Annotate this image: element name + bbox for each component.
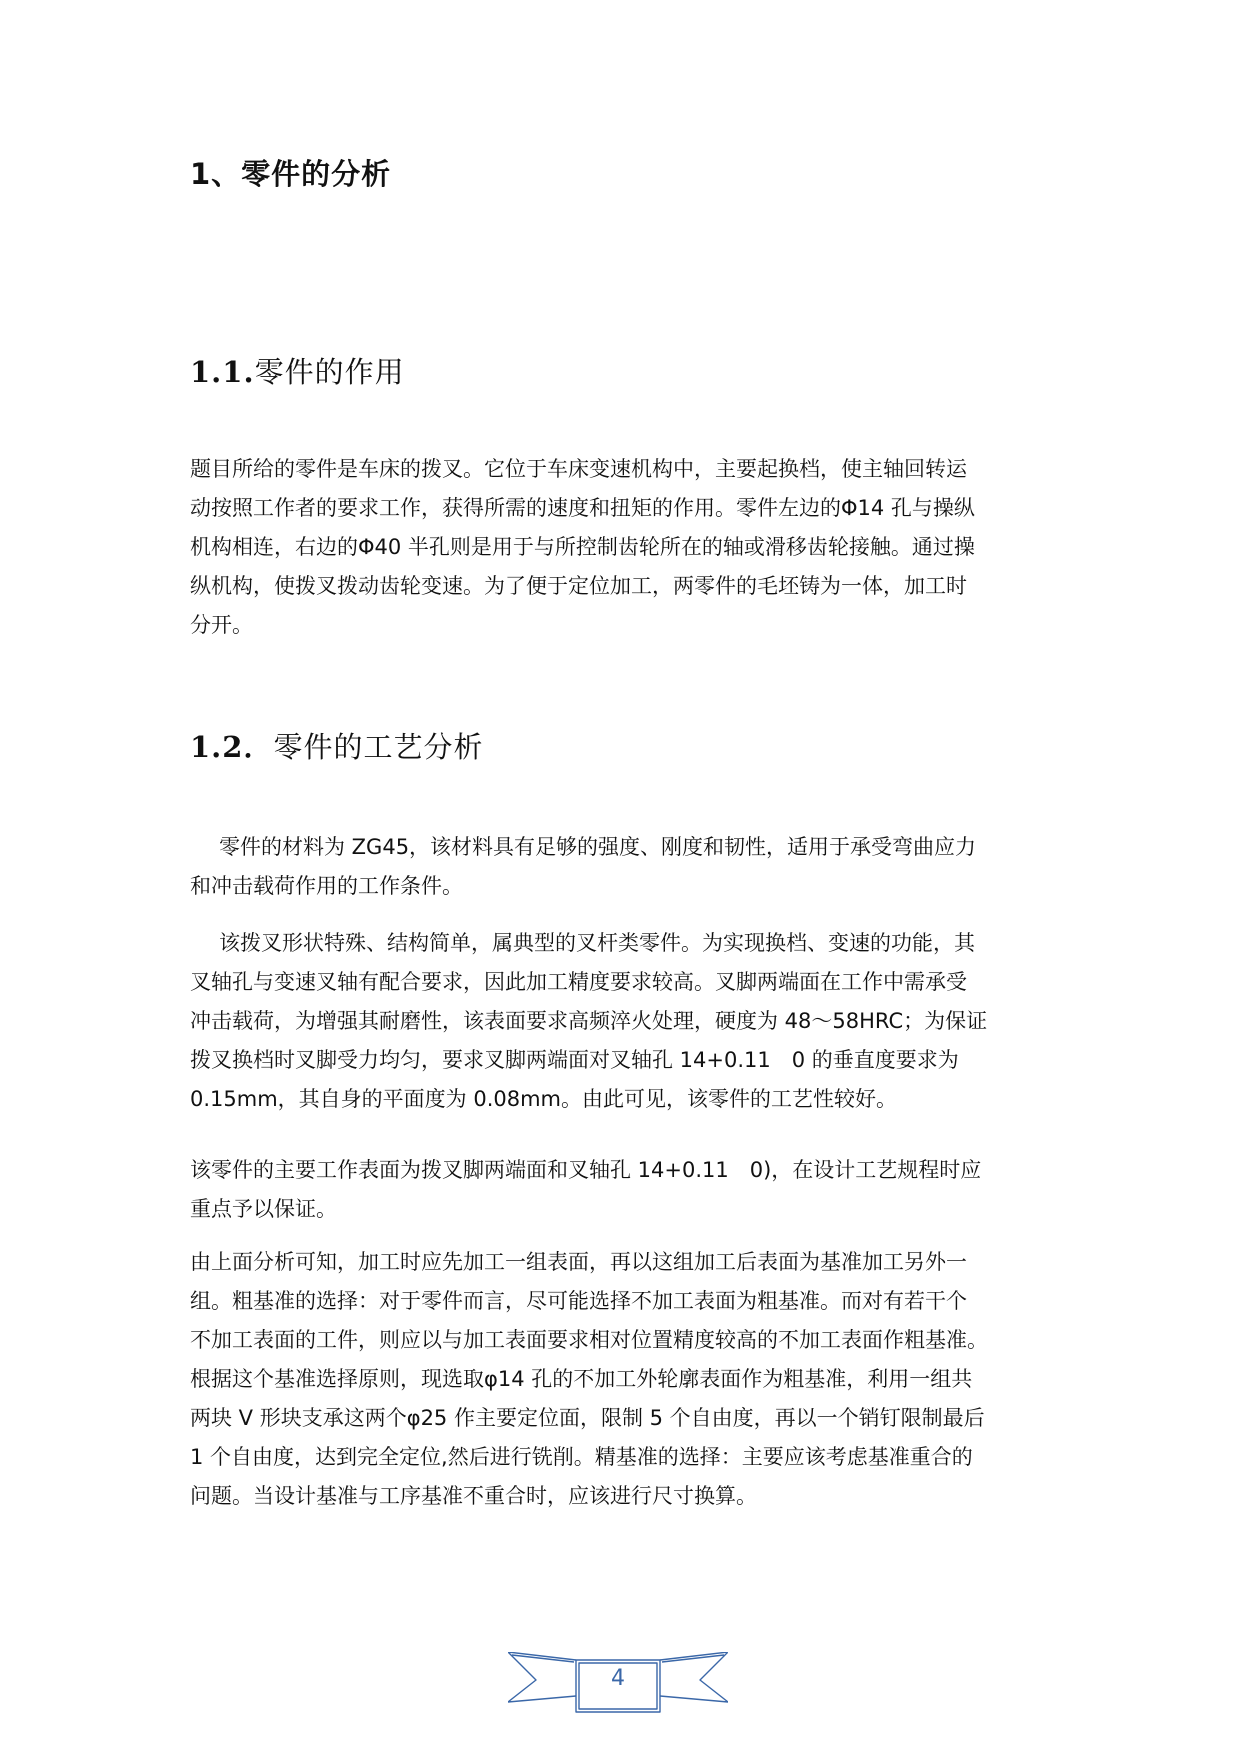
text-line: 纵机构，使拨叉拨动齿轮变速。为了便于定位加工，两零件的毛坯铸为一体，加工时: [190, 574, 967, 598]
text-line: 重点予以保证。: [190, 1197, 337, 1221]
paragraph-main-surfaces: [190, 1151, 981, 1229]
text-line: 该拨叉形状特殊、结构简单，属典型的叉杆类零件。为实现换档、变速的功能，其: [219, 931, 975, 955]
text-line: 冲击载荷，为增强其耐磨性，该表面要求高频淬火处理，硬度为 48～58HRC；为保证: [190, 1009, 988, 1033]
text-line: 根据这个基准选择原则，现选取φ14 孔的不加工外轮廓表面作为粗基准，利用一组共: [190, 1367, 973, 1391]
paragraph-part-function: [190, 450, 975, 645]
text-line: 不加工表面的工件，则应以与加工表面要求相对位置精度较高的不加工表面作粗基准。: [190, 1328, 988, 1352]
paragraph-datum-selection: [190, 1243, 988, 1516]
page-number: 4: [611, 1666, 625, 1691]
heading-title: 零件的作用: [254, 355, 405, 389]
paragraph-material: [190, 828, 976, 906]
heading-number: 1.2．: [190, 730, 274, 764]
text-line: 拨叉换档时叉脚受力均匀，要求叉脚两端面对叉轴孔 14+0.11 0 的垂直度要求为: [190, 1048, 959, 1072]
text-line: 0.15mm，其自身的平面度为 0.08mm。由此可见，该零件的工艺性较好。: [190, 1087, 898, 1111]
text-line: 两块 V 形块支承这两个φ25 作主要定位面，限制 5 个自由度，再以一个销钉限制最后: [190, 1406, 985, 1430]
text-line: 问题。当设计基准与工序基准不重合时，应该进行尺寸换算。: [190, 1484, 757, 1508]
text-line: 和冲击载荷作用的工作条件。: [190, 874, 463, 898]
text-line: 分开。: [190, 613, 253, 637]
section-heading-1-2: [190, 725, 483, 766]
text-line: 零件的材料为 ZG45，该材料具有足够的强度、刚度和韧性，适用于承受弯曲应力: [219, 835, 977, 859]
heading-number: 1.1.: [190, 355, 255, 389]
page-footer: [508, 1652, 728, 1722]
text-line: 机构相连，右边的Φ40 半孔则是用于与所控制齿轮所在的轴或滑移齿轮接触。通过操: [190, 535, 975, 559]
heading-title: 零件的工艺分析: [273, 730, 484, 764]
text-line: 该零件的主要工作表面为拨叉脚两端面和叉轴孔 14+0.11 0)，在设计工艺规程时应: [190, 1158, 982, 1182]
section-heading-1: 1、零件的分析: [190, 157, 392, 191]
text-line: 由上面分析可知，加工时应先加工一组表面，再以这组加工后表面为基准加工另外一: [190, 1250, 967, 1274]
paragraph-structure: [190, 924, 987, 1119]
text-line: 叉轴孔与变速叉轴有配合要求，因此加工精度要求较高。叉脚两端面在工作中需承受: [190, 970, 967, 994]
text-line: 组。粗基准的选择：对于零件而言，尽可能选择不加工表面为粗基准。而对有若干个: [190, 1289, 967, 1313]
text-line: 1 个自由度，达到完全定位,然后进行铣削。精基准的选择：主要应该考虑基准重合的: [190, 1445, 973, 1469]
text-line: 动按照工作者的要求工作，获得所需的速度和扭矩的作用。零件左边的Φ14 孔与操纵: [190, 496, 975, 520]
section-heading-1-1: [190, 350, 405, 391]
text-line: 题目所给的零件是车床的拨叉。它位于车床变速机构中，主要起换档，使主轴回转运: [190, 457, 967, 481]
